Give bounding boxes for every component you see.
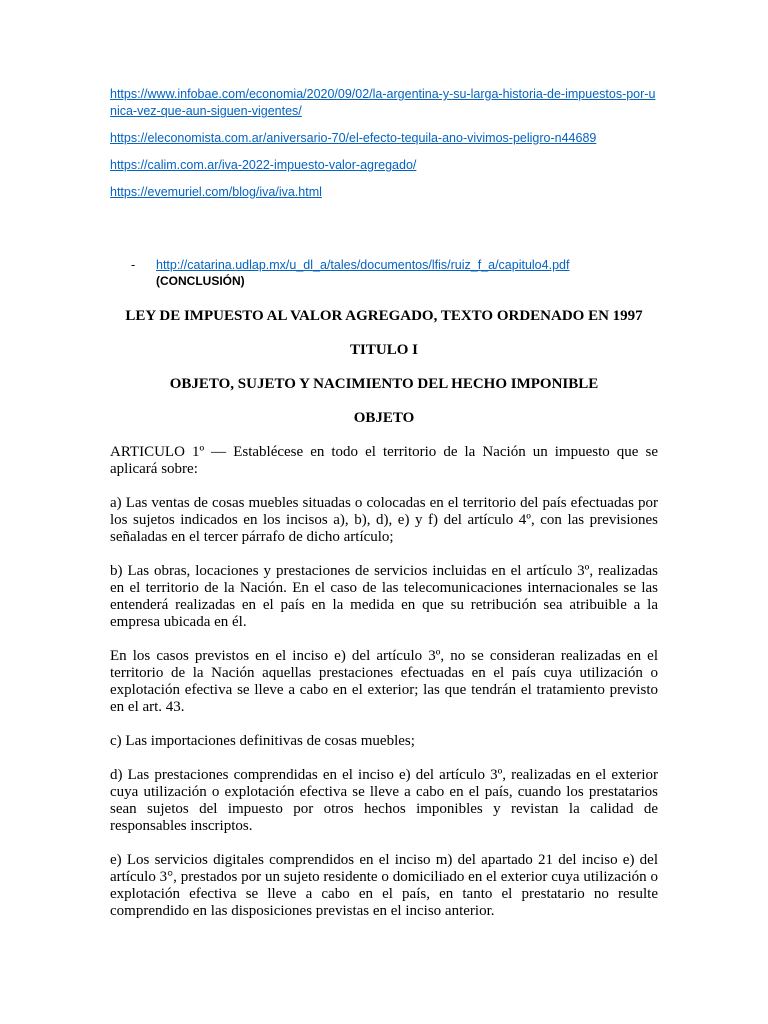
law-title: LEY DE IMPUESTO AL VALOR AGREGADO, TEXTO ORDENADO EN 1997 [125, 308, 643, 324]
subtitle-heading: OBJETO, SUJETO Y NACIMIENTO DEL HECHO IMPONIBLE [169, 376, 599, 392]
inciso-a: a) Las ventas de cosas muebles situadas o colocadas en el territorio del país efectuadas por los sujetos indicados en los incisos a), b), d), e) y f) del artículo 4º, con las previsiones señaladas en el tercer párrafo de dicho artículo; [110, 495, 658, 545]
inciso-b: b) Las obras, locaciones y prestaciones de servicios incluidas en el artículo 3º, realizadas en el territorio de la Nación. En el caso de las telecomunicaciones internacionales se las entenderá realizadas en el país en la medida en que su retribución sea atribuible a la empresa ubicada en él. [110, 563, 658, 630]
bullet-list-item [110, 257, 658, 289]
article-1-intro: ARTICULO 1º — Establécese en todo el territorio de la Nación un impuesto que se aplicará sobre: [110, 444, 658, 477]
inciso-b-note: En los casos previstos en el inciso e) del artículo 3º, no se consideran realizadas en el territorio de la Nación aquellas prestaciones efectuadas en el país cuya utilización o explotación efectiva se lleve a cabo en el exterior; las que tendrán el tratamiento previsto en el art. 43. [110, 648, 658, 715]
reference-item [110, 86, 658, 120]
section-heading: OBJETO [353, 410, 415, 426]
document-page [110, 86, 658, 920]
reference-link-infobae[interactable]: https://www.infobae.com/economia/2020/09/02/la-argentina-y-su-larga-historia-de-impuestos-por-unica-vez-que-aun-siguen-vigentes/ [110, 87, 656, 118]
inciso-e: e) Los servicios digitales comprendidos en el inciso m) del apartado 21 del inciso e) del artículo 3°, prestados por un sujeto residente o domiciliado en el exterior cuya utilización o explotación efectiva se lleve a cabo en el país, en tanto el prestatario no resulte comprendido en las disposiciones previstas en el inciso anterior. [110, 852, 658, 919]
reference-item [110, 130, 658, 147]
reference-link-catarina[interactable]: http://catarina.udlap.mx/u_dl_a/tales/documentos/lfis/ruiz_f_a/capitulo4.pdf [156, 258, 570, 272]
reference-item [110, 184, 658, 201]
inciso-d: d) Las prestaciones comprendidas en el inciso e) del artículo 3º, realizadas en el exterior cuya utilización o explotación efectiva se lleve a cabo en el país, cuando los prestatarios sean sujetos del impuesto por otros hechos imponibles y revistan la calidad de responsables inscriptos. [110, 767, 658, 834]
reference-item [110, 157, 658, 174]
bullet-marker: - [131, 258, 136, 272]
reference-link-evemuriel[interactable]: https://evemuriel.com/blog/iva/iva.html [110, 185, 322, 199]
reference-link-calim[interactable]: https://calim.com.ar/iva-2022-impuesto-valor-agregado/ [110, 158, 417, 172]
titulo-heading: TITULO I [350, 342, 418, 358]
conclusion-note: (CONCLUSIÓN) [156, 274, 245, 288]
inciso-c: c) Las importaciones definitivas de cosas muebles; [110, 733, 415, 749]
reference-link-eleconomista[interactable]: https://eleconomista.com.ar/aniversario-70/el-efecto-tequila-ano-vivimos-peligro-n44689 [110, 131, 597, 145]
